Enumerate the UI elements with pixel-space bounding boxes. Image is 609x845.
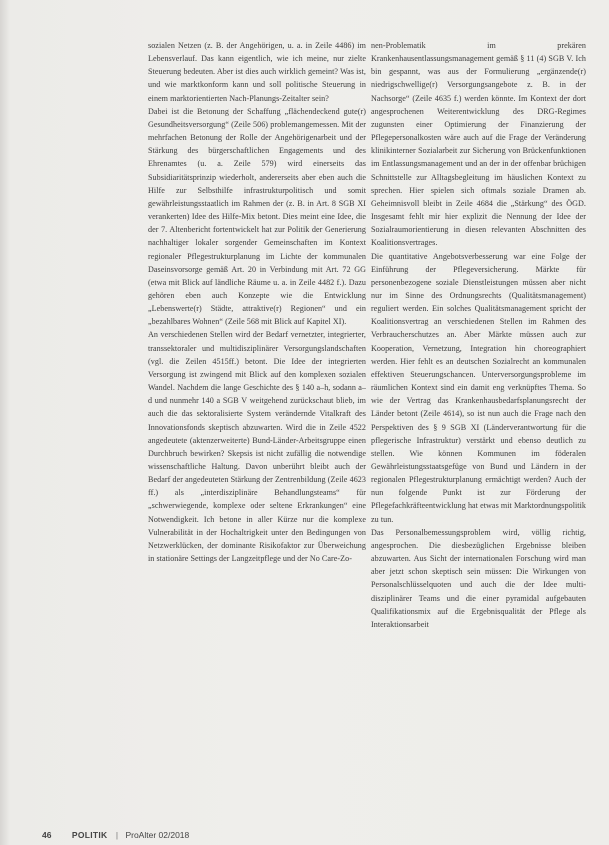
paragraph: Das Personalbemessungsproblem wird, völlig richtig, angesprochen. Die diesbezüglichen Ergebnisse bleiben abzuwarten. Aus Sicht der internationalen Forschung wird man aber jetzt schon skeptisch sein müssen: Die Wirkungen von Personalschlüsselquoten und auch die der Idee multi-disziplinärer Teams und die einer pyramidal aufgebauten Qualifikationsmix auf die Ergebnisqualität der Pflege als Interaktionsarbeit — [371, 527, 586, 629]
footer-separator: | — [115, 830, 119, 840]
section-label: POLITIK — [71, 830, 108, 840]
left-text-column — [148, 39, 366, 565]
page-number: 46 — [42, 830, 52, 840]
paragraph: Dabei ist die Betonung der Schaffung „flächendeckend gute(r) Gesundheitsversorgung“ (Zeile 506) problemangemessen. Mit der mehrfachen Betonung der Rolle der Angehörigenarbeit und der Stärkung des bürgerschaftlichen Engagements und des Ehrenamtes (u. a. Zeile 579) wird einerseits das Subsidiaritätsprinzip wiederholt, andererseits aber eben auch die Hilfe zur Selbsthilfe infrastrukturpolitisch und somit gewährleistungsstaatlich im Rahmen der (z. B. in Art. 8 SGB XI verankerten) Idee des Hilfe-Mix betont. Dies meint eine Idee, die der 7. Altenbericht fortentwickelt hat zur Politik der Generierung nachhaltiger lokaler sorgender Gemeinschaften im Kontext regionaler Pflegestrukturplanung im Lichte der kommunalen Daseinsvorsorge gemäß Art. 20 in Verbindung mit Art. 72 GG (etwa mit Blick auf ländliche Räume u. a. in Zeile 4482 f.). Dazu gehören eben auch Konzepte wie die Entwicklung „Lebenswerte(r) Städte, attraktive(r) Regionen“ und ein „bezahlbares Wohnen“ (Zeile 568 mit Blick auf Kapitel XI). — [148, 106, 366, 327]
publication-label: ProAlter 02/2018 — [125, 830, 190, 840]
paragraph: sozialen Netzen (z. B. der Angehörigen, u. a. in Zeile 4486) im Lebensverlauf. Das kann eigentlich, wie ich meine, nur zieltе Steuerung bedeuten. Aber ist dies auch wirklich gemeint? Was ist, und wie marktkonform kann und soll politische Steuerung in einem marktorientierten Nach-Planungs-Zeitalter sein? — [148, 41, 366, 103]
paragraph: Die quantitative Angebotsverbesserung war eine Folge der Einführung der Pflegeversicherung. Märkte für personenbezogene soziale Dienstleistungen müssen aber nicht nur im Sinne des Ordnungsrechts (Qualitätsmanagement) reguliert werden. Ein solches Qualitätsmanagement spricht der Koalitionsvertrag an verschiedenen Stellen im Rahmen des Verbraucherschutzes an. Aber Märkte müssen auch zur Kooperation, Vernetzung, Integration hin choreographiert werden. Hier fehlt es an deutschen Sozialrecht an kommunalen effektiven Steuerungschancen. Unterversorgungsprobleme im räumlichen Kontext sind ein damit eng verknüpftes Thema. So wie der Vertrag das Krankenhausbedarfsplanungsrecht der Länder betont (Zeile 4614), so ist nun auch die Frage nach den Perspektiven des § 9 SGB XI (Länderverantwortung für die pflegerische Infrastruktur) verstärkt und ebenso deutlich zu stellen. Wie können Kommunen im föderalen Gewährleistungsstaatsgefüge von Bund und Ländern in der regionalen Pflegestrukturplanung ermächtigt werden? Auch der nun folgende Punkt ist zur Förderung der Pflegefachkräfteentwicklung hat etwas mit Marktordnungspolitik zu tun. — [371, 251, 586, 524]
page-footer — [42, 830, 189, 840]
paragraph: An verschiedenen Stellen wird der Bedarf vernetzter, integrierter, transsektoraler und multidisziplinärer Versorgungslandschaften (vgl. die Zeilen 4515ff.) betont. Die Idee der integrierten Versorgung ist zwingend mit Blick auf den komplexen sozialen Wandel. Nachdem die lange Geschichte des § 140 a–h, sodann a–d und nunmehr 140 a SGB V weitgehend zurückschaut blieb, im auch die das sektoralisierte System verändernde Vitalkraft des Innovationsfonds skeptisch abzuwarten. Wird die in Zeile 4522 angedeutete (aktenzerweiterte) Bund-Länder-Arbeitsgruppe einen Durchbruch bewirken? Skepsis ist nicht zufällig die notwendige wissenschaftliche Haltung. Davon unberührt bleibt auch der Bedarf der angedeuteten Stärkung der Zentrenbildung (Zeile 4623 ff.) als „interdisziplinäre Behandlungsteams“ für „schwerwiegende, komplexe oder seltene Erkrankungen“ eine Notwendigkeit. Ich betone in aller Kürze nur die komplexe Vulnerabilität in der Hochaltrigkeit unter den Bedingungen von Netzwerklücken, der dominante Risikofaktor zur Überweichung in stationäre Settings der Langzeitpflege und der No Care-Zo- — [148, 330, 366, 564]
right-text-column — [371, 39, 586, 631]
paragraph: nen-Problematik im prekären Krankenhausentlassungsmanagement gemäß § 11 (4) SGB V. Ich bin gespannt, was aus der Formulierung „ergänzende(r) niedrigschwellige(r) Versorgungsangebote z. B. in der Nachsorge“ (Zeile 4635 f.) werden könnte. Im Kontext der dort angesprochenen Weiterentwicklung des DRG-Regimes zugunsten einer Optimierung der Finanzierung der Pflegepersonalkosten wäre auch auf die Frage der Veränderung klinikinterner Sozialarbeit zur Sicherung von Brückenfunktionen im Entlassungsmanagement und an der in der offenbar brüchigen Schnittstelle zur Alltagsbegleitung im häuslichen Kontext zu sprechen. Hier spielen sich oftmals soziale Dramen ab. Geheimnisvoll bleibt in Zeile 4684 die „Stärkung“ des ÖGD. Insgesamt fehlt mir hier explizit die Nennung der Idee der Sozialraumorientierung in diesen relevanten Abschnitten des Koalitionsvertrages. — [371, 41, 586, 248]
